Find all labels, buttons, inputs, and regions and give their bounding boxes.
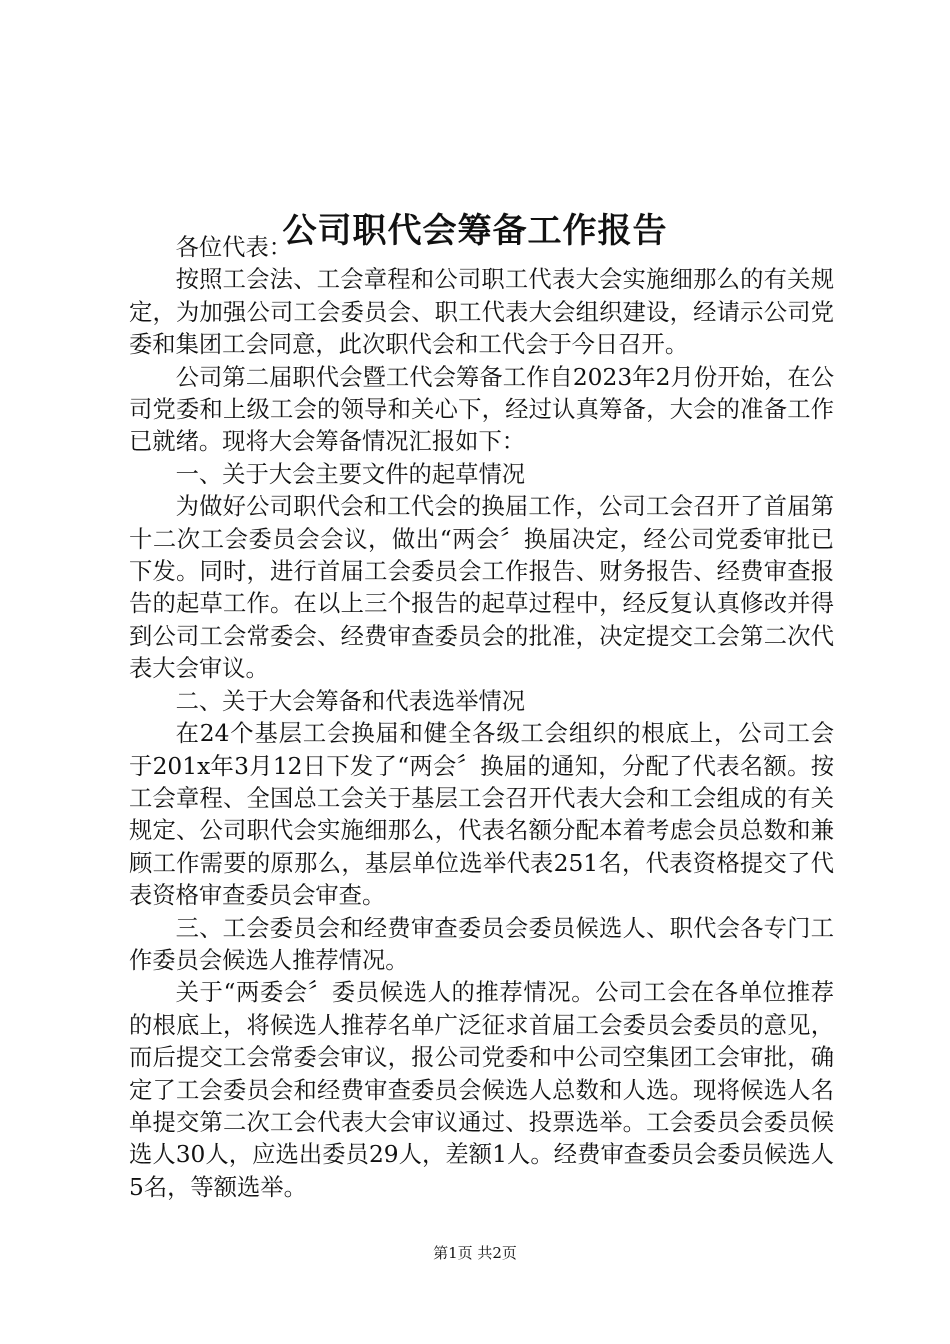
paragraph-section-2: 在24个基层工会换届和健全各级工会组织的根底上，公司工会于201x年3月12日下发了“两会〞换届的通知，分配了代表名额。按工会章程、全国总工会关于基层工会召开代表大会和工会组成的有关规定、公司职代会实施细那么，代表名额分配本着考虑会员总数和兼顾工作需要的原那么，基层单位选举代表251名，代表资格提交了代表资格审查委员会审查。 bbox=[129, 720, 834, 910]
section-heading-2: 二、关于大会筹备和代表选举情况 bbox=[175, 687, 526, 715]
document-title: 公司职代会筹备工作报告 bbox=[282, 210, 668, 251]
paragraph-section-1: 为做好公司职代会和工代会的换届工作，公司工会召开了首届第十二次工会委员会会议，做出“两会〞换届决定，经公司党委审批已下发。同时，进行首届工会委员会工作报告、财务报告、经费审查报告的起草工作。在以上三个报告的起草过程中，经反复认真修改并得到公司工会常委会、经费审查委员会的批准，决定提交工会第二次代表大会审议。 bbox=[129, 493, 834, 683]
paragraph-overview: 公司第二届职代会暨工代会筹备工作自2023年2月份开始，在公司党委和上级工会的领导和关心下，经过认真筹备，大会的准备工作已就绪。现将大会筹备情况汇报如下： bbox=[129, 363, 834, 456]
paragraph-intro: 按照工会法、工会章程和公司职工代表大会实施细那么的有关规定，为加强公司工会委员会、职工代表大会组织建设，经请示公司党委和集团工会同意，此次职代会和工代会于今日召开。 bbox=[129, 266, 834, 359]
salutation: 各位代表： bbox=[175, 234, 293, 261]
section-heading-3: 三、工会委员会和经费审查委员会委员候选人、职代会各专门工作委员会候选人推荐情况。 bbox=[129, 914, 834, 974]
section-heading-1: 一、关于大会主要文件的起草情况 bbox=[175, 460, 526, 488]
document-body bbox=[129, 232, 834, 1204]
page-number: 第1页 共2页 bbox=[433, 1244, 517, 1262]
paragraph-section-3: 关于“两委会〞委员候选人的推荐情况。公司工会在各单位推荐的根底上，将候选人推荐名单广泛征求首届工会委员会委员的意见，而后提交工会常委会审议，报公司党委和中公司空集团工会审批，确定了工会委员会和经费审查委员会候选人总数和人选。现将候选人名单提交第二次工会代表大会审议通过、投票选举。工会委员会委员候选人30人，应选出委员29人，差额1人。经费审查委员会委员候选人5名，等额选举。 bbox=[129, 979, 834, 1201]
